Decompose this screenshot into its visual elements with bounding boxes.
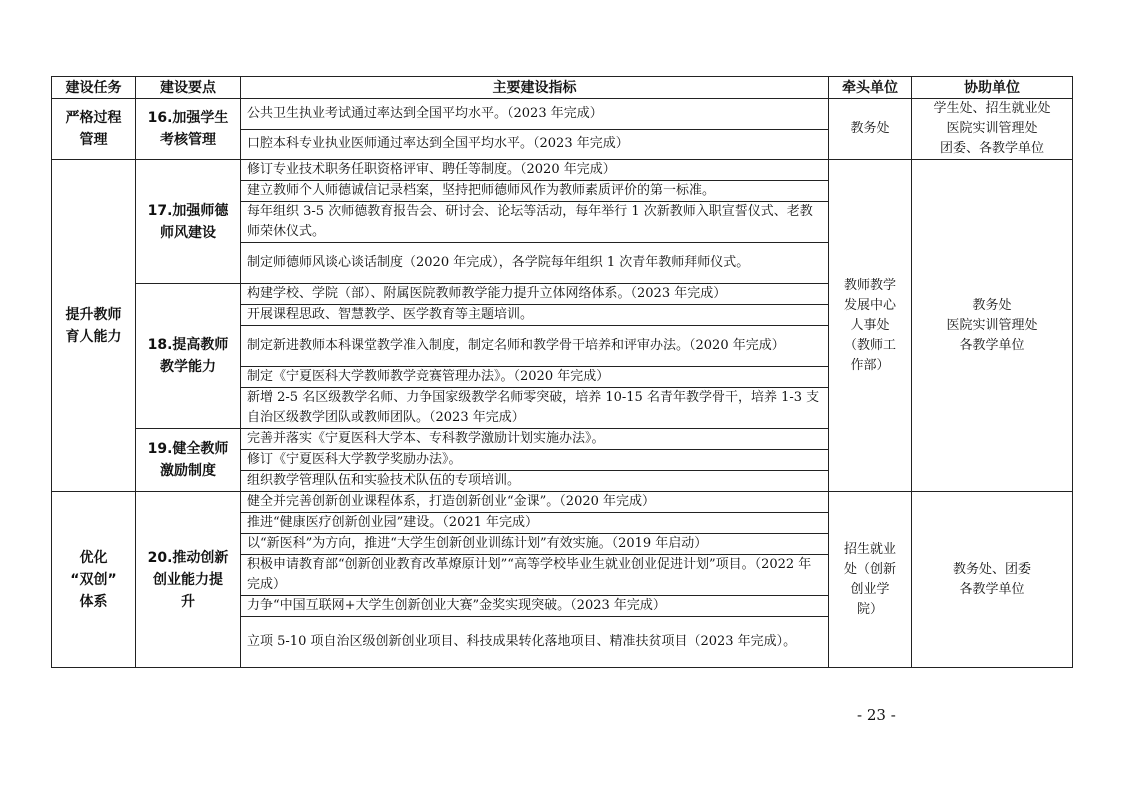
construction-task-table xyxy=(51,76,1073,668)
assist-line: 医院实训管理处 xyxy=(946,121,1038,136)
table-row xyxy=(52,160,1073,181)
indicator-cell: 制定《宁夏医科大学教师教学竞赛管理办法》。（2020 年完成） xyxy=(241,367,829,388)
task-cell xyxy=(52,160,136,492)
assist-line: 各教学单位 xyxy=(959,337,1025,353)
point-line: 创业能力提 xyxy=(153,571,223,588)
point-line: 教学能力 xyxy=(160,359,216,375)
header-lead-unit: 牵头单位 xyxy=(829,77,912,99)
indicator-cell: 完善并落实《宁夏医科大学本、专科教学激励计划实施办法》。 xyxy=(241,429,829,450)
unit-line: 处（创新 xyxy=(843,561,896,577)
task-cell xyxy=(52,99,136,160)
assist-line: 学生处、招生就业处 xyxy=(933,101,1051,116)
point-cell xyxy=(136,429,241,492)
unit-line: 人事处 xyxy=(850,317,890,333)
assist-line: 团委、各教学单位 xyxy=(939,141,1044,156)
indicator-cell: 建立教师个人师德诚信记录档案，坚持把师德师风作为教师素质评价的第一标准。 xyxy=(241,181,829,202)
table-body xyxy=(52,99,1073,668)
indicator-cell: 修订《宁夏医科大学教学奖励办法》。 xyxy=(241,450,829,471)
task-line: 优化 xyxy=(79,549,108,566)
point-cell xyxy=(136,492,241,668)
indicator-cell: 力争“中国互联网+大学生创新创业大赛”金奖实现突破。（2023 年完成） xyxy=(241,596,829,617)
unit-line: 招生就业 xyxy=(843,541,896,557)
point-cell xyxy=(136,160,241,284)
assist-line: 医院实训管理处 xyxy=(946,317,1038,333)
header-indicator: 主要建设指标 xyxy=(241,77,829,99)
lead-unit-cell xyxy=(829,99,912,160)
task-line: 管理 xyxy=(79,132,108,148)
indicator-cell: 构建学校、学院（部）、附属医院教师教学能力提升立体网络体系。（2023 年完成） xyxy=(241,284,829,305)
point-line: 激励制度 xyxy=(160,463,216,479)
assist-unit-cell xyxy=(912,492,1073,668)
table-row xyxy=(52,492,1073,513)
indicator-cell: 立项 5-10 项自治区级创新创业项目、科技成果转化落地项目、精准扶贫项目（2023 年完成）。 xyxy=(241,617,829,668)
task-line: “双创” xyxy=(70,571,117,588)
assist-line: 各教学单位 xyxy=(959,581,1025,597)
unit-line: 教务处 xyxy=(850,121,890,136)
indicator-cell: 制定新进教师本科课堂教学准入制度，制定名师和教学骨干培养和评审办法。（2020 年完成） xyxy=(241,326,829,367)
task-line: 提升教师 xyxy=(65,306,122,323)
indicator-cell: 积极申请教育部“创新创业教育改革燎原计划”“高等学校毕业生就业创业促进计划”项目。（2022 年完成） xyxy=(241,555,829,596)
task-cell xyxy=(52,492,136,668)
header-assist-unit: 协助单位 xyxy=(912,77,1073,99)
unit-line: 作部） xyxy=(850,357,890,373)
lead-unit-cell xyxy=(829,492,912,668)
header-task: 建设任务 xyxy=(52,77,136,99)
point-line: 升 xyxy=(181,593,195,610)
point-cell xyxy=(136,99,241,160)
indicator-cell: 制定师德师风谈心谈话制度（2020 年完成），各学院每年组织 1 次青年教师拜师仪式。 xyxy=(241,243,829,284)
assist-line: 教务处、团委 xyxy=(952,561,1031,577)
indicator-cell: 开展课程思政、智慧教学、医学教育等主题培训。 xyxy=(241,305,829,326)
unit-line: （教师工 xyxy=(843,337,896,353)
header-point: 建设要点 xyxy=(136,77,241,99)
indicator-cell: 推进“健康医疗创新创业园”建设。（2021 年完成） xyxy=(241,513,829,534)
indicator-cell: 每年组织 3-5 次师德教育报告会、研讨会、论坛等活动，每年举行 1 次新教师入职宣誓仪式、老教师荣休仪式。 xyxy=(241,202,829,243)
indicator-cell: 修订专业技术职务任职资格评审、聘任等制度。（2020 年完成） xyxy=(241,160,829,181)
point-line: 19.健全教师 xyxy=(147,441,229,457)
assist-unit-cell xyxy=(912,160,1073,492)
indicator-cell: 健全并完善创新创业课程体系，打造创新创业“金课”。（2020 年完成） xyxy=(241,492,829,513)
indicator-cell: 新增 2-5 名区级教学名师、力争国家级教学名师零突破，培养 10-15 名青年教学骨干，培养 1-3 支自治区级教学团队或教师团队。（2023 年完成） xyxy=(241,388,829,429)
assist-line: 教务处 xyxy=(972,297,1012,313)
indicator-cell: 以“新医科”为方向，推进“大学生创新创业训练计划”有效实施。（2019 年启动） xyxy=(241,534,829,555)
indicator-cell: 口腔本科专业执业医师通过率达到全国平均水平。（2023 年完成） xyxy=(241,129,829,160)
assist-unit-cell xyxy=(912,99,1073,160)
point-line: 师风建设 xyxy=(160,224,216,241)
point-line: 17.加强师德 xyxy=(147,202,229,219)
point-line: 18.提高教师 xyxy=(147,337,229,353)
table-row xyxy=(52,99,1073,130)
unit-line: 发展中心 xyxy=(843,297,896,313)
task-line: 体系 xyxy=(79,593,108,610)
unit-line: 院） xyxy=(856,601,883,617)
page-number: - 23 - xyxy=(857,706,896,724)
table-header-row xyxy=(52,77,1073,99)
unit-line: 创业学 xyxy=(850,581,890,597)
indicator-cell: 公共卫生执业考试通过率达到全国平均水平。（2023 年完成） xyxy=(241,99,829,130)
lead-unit-cell xyxy=(829,160,912,492)
point-line: 20.推动创新 xyxy=(147,549,229,566)
task-line: 严格过程 xyxy=(65,110,122,126)
task-line: 育人能力 xyxy=(65,328,122,345)
point-line: 16.加强学生 xyxy=(147,110,229,126)
point-cell xyxy=(136,284,241,429)
point-line: 考核管理 xyxy=(160,132,216,148)
indicator-cell: 组织教学管理队伍和实验技术队伍的专项培训。 xyxy=(241,471,829,492)
unit-line: 教师教学 xyxy=(843,277,896,293)
